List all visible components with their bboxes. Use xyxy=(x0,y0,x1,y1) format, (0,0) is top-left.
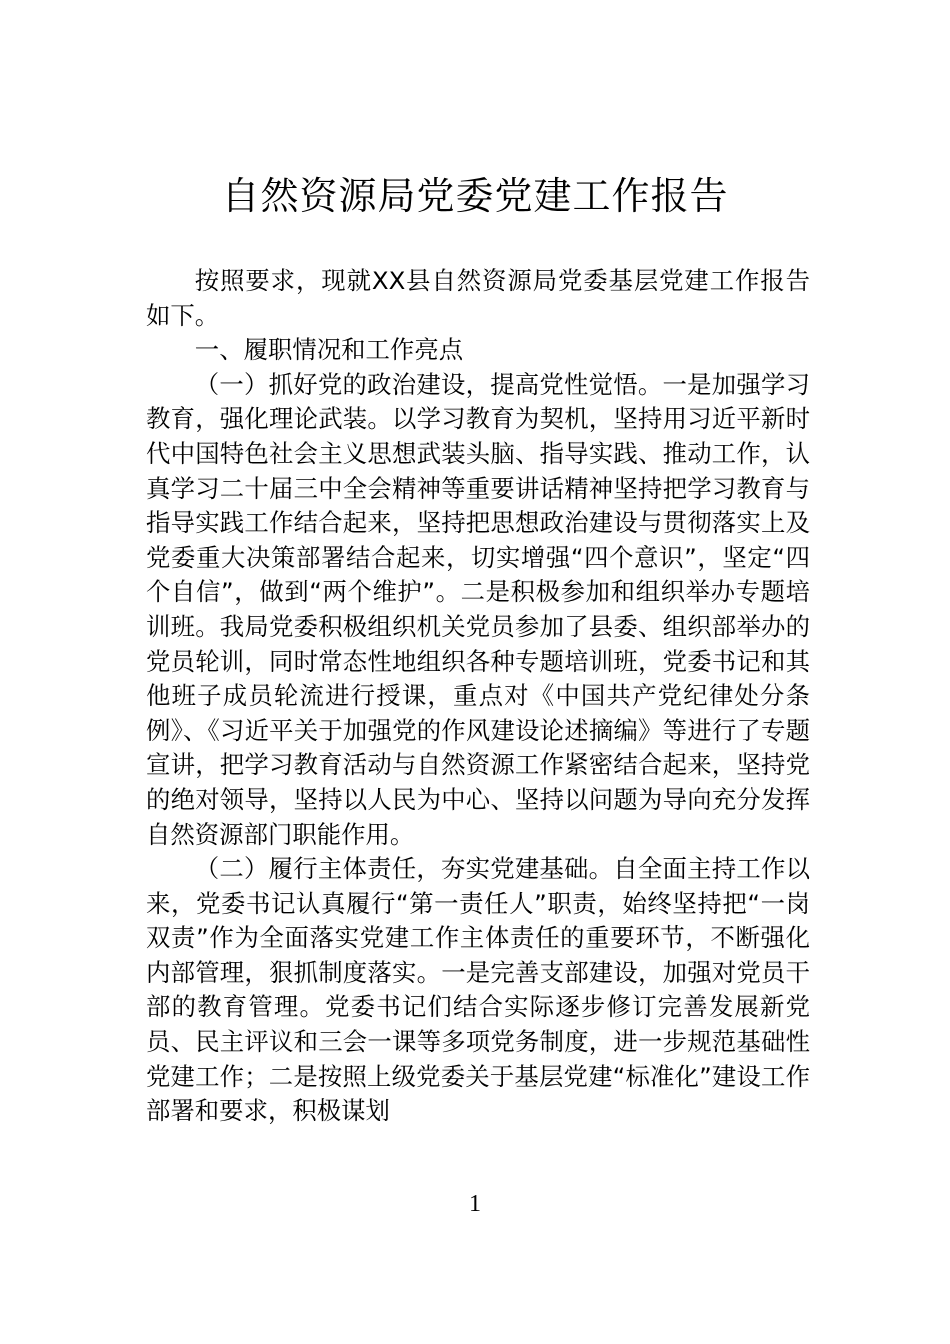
section-heading: 一、履职情况和工作亮点 xyxy=(194,335,464,365)
body-paragraph: （二）履行主体责任，夯实党建基础。自全面主持工作以来，党委书记认真履行“第一责任人”职责，始终坚持把“一岗双责”作为全面落实党建工作主体责任的重要环节，不断强化内部管理，狠抓制度落实。一是完善支部建设，加强对党员干部的教育管理。党委书记们结合实际逐步修订完善发展新党员、民主评议和三会一课等多项党务制度，进一步规范基础性党建工作；二是按照上级党委关于基层党建“标准化”建设工作部署和要求，积极谋划 xyxy=(146,854,810,1126)
page-number: 1 xyxy=(469,1191,481,1217)
document-title: 自然资源局党委党建工作报告 xyxy=(221,174,729,218)
intro-paragraph: 按照要求，现就XX县自然资源局党委基层党建工作报告如下。 xyxy=(146,266,810,330)
body-paragraph: （一）抓好党的政治建设，提高党性觉悟。一是加强学习教育，强化理论武装。以学习教育为契机，坚持用习近平新时代中国特色社会主义思想武装头脑、指导实践、推动工作，认真学习二十届三中全会精神等重要讲话精神坚持把学习教育与指导实践工作结合起来，坚持把思想政治建设与贯彻落实上及党委重大决策部署结合起来，切实增强“四个意识”，坚定“四个自信”，做到“两个维护”。二是积极参加和组织举办专题培训班。我局党委积极组织机关党员参加了县委、组织部举办的党员轮训，同时常态性地组织各种专题培训班，党委书记和其他班子成员轮流进行授课，重点对《中国共产党纪律处分条例》、《习近平关于加强党的作风建设论述摘编》等进行了专题宣讲，把学习教育活动与自然资源工作紧密结合起来，坚持党的绝对领导，坚持以人民为中心、坚持以问题为导向充分发挥自然资源部门职能作用。 xyxy=(146,369,810,849)
document-body xyxy=(146,264,810,1129)
